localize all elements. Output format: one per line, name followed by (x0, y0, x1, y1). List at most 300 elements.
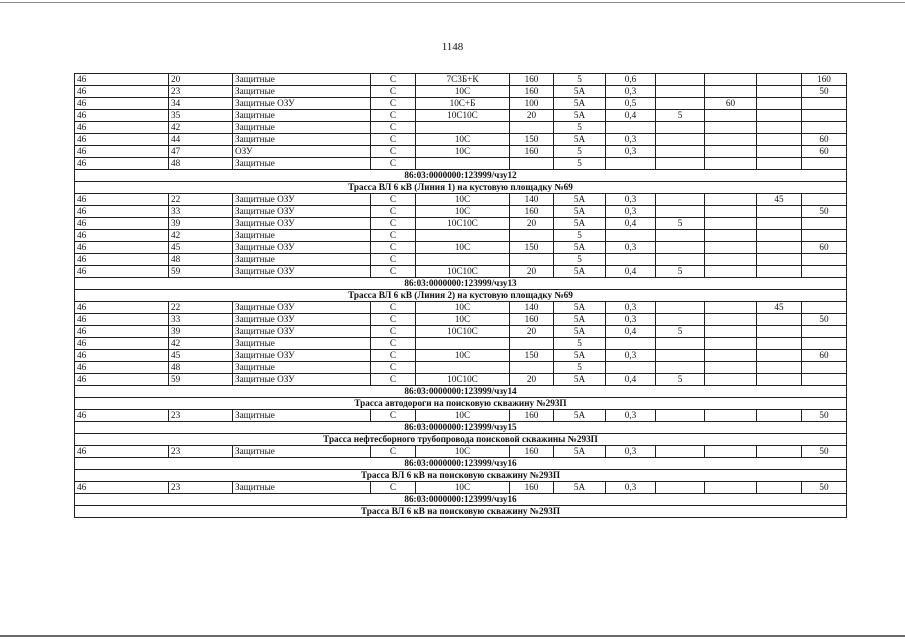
age-cell: 160 (510, 446, 554, 458)
density-cell (606, 254, 656, 266)
col-9-cell (656, 74, 705, 86)
col-9-cell (656, 482, 705, 494)
col-12-cell: 50 (802, 206, 847, 218)
composition-cell: 10С10С (416, 326, 510, 338)
table-row (75, 410, 847, 422)
quarter-cell: 46 (75, 230, 169, 242)
density-cell: 0,3 (606, 410, 656, 422)
compartment-cell: 47 (169, 146, 233, 158)
quarter-cell: 46 (75, 410, 169, 422)
col-10-cell (705, 266, 757, 278)
scan-bottom-edge (0, 635, 905, 637)
class-cell: 5А (554, 350, 606, 362)
col-9-cell (656, 86, 705, 98)
composition-cell: 10С+Б (416, 98, 510, 110)
category-cell: Защитные ОЗУ (233, 206, 371, 218)
composition-cell: 10С (416, 146, 510, 158)
section-title: Трасса ВЛ 6 кВ (Линия 1) на кустовую площадку №69 (75, 182, 847, 194)
col-12-cell: 50 (802, 86, 847, 98)
col-9-cell (656, 194, 705, 206)
age-cell: 20 (510, 110, 554, 122)
table-row (75, 110, 847, 122)
species-group-cell: С (371, 110, 416, 122)
section-header-row (75, 170, 847, 182)
col-12-cell (802, 326, 847, 338)
density-cell (606, 158, 656, 170)
species-group-cell: С (371, 194, 416, 206)
table-row (75, 314, 847, 326)
composition-cell (416, 338, 510, 350)
age-cell: 140 (510, 194, 554, 206)
compartment-cell: 22 (169, 194, 233, 206)
col-11-cell (757, 266, 802, 278)
col-12-cell (802, 218, 847, 230)
class-cell: 5 (554, 362, 606, 374)
col-11-cell (757, 410, 802, 422)
table-row (75, 206, 847, 218)
compartment-cell: 39 (169, 218, 233, 230)
density-cell (606, 338, 656, 350)
quarter-cell: 46 (75, 362, 169, 374)
age-cell: 20 (510, 218, 554, 230)
age-cell: 150 (510, 242, 554, 254)
density-cell (606, 230, 656, 242)
category-cell: Защитные (233, 158, 371, 170)
col-10-cell (705, 122, 757, 134)
density-cell: 0,3 (606, 206, 656, 218)
species-group-cell: С (371, 122, 416, 134)
age-cell: 160 (510, 314, 554, 326)
col-9-cell (656, 314, 705, 326)
col-12-cell: 60 (802, 242, 847, 254)
species-group-cell: С (371, 326, 416, 338)
composition-cell: 10С (416, 350, 510, 362)
col-12-cell: 160 (802, 74, 847, 86)
species-group-cell: С (371, 410, 416, 422)
col-12-cell: 60 (802, 350, 847, 362)
age-cell: 150 (510, 350, 554, 362)
col-12-cell (802, 254, 847, 266)
class-cell: 5А (554, 98, 606, 110)
table-row (75, 146, 847, 158)
col-12-cell (802, 338, 847, 350)
quarter-cell: 46 (75, 338, 169, 350)
col-11-cell (757, 254, 802, 266)
col-12-cell: 60 (802, 146, 847, 158)
col-11-cell (757, 110, 802, 122)
composition-cell: 10С10С (416, 266, 510, 278)
col-11-cell (757, 482, 802, 494)
quarter-cell: 46 (75, 86, 169, 98)
forest-inventory-table (74, 73, 847, 518)
category-cell: Защитные (233, 134, 371, 146)
col-11-cell (757, 206, 802, 218)
quarter-cell: 46 (75, 110, 169, 122)
species-group-cell: С (371, 74, 416, 86)
quarter-cell: 46 (75, 122, 169, 134)
species-group-cell: С (371, 446, 416, 458)
col-9-cell (656, 350, 705, 362)
section-title: 86:03:0000000:123999/чзу16 (75, 494, 847, 506)
species-group-cell: С (371, 314, 416, 326)
compartment-cell: 33 (169, 206, 233, 218)
compartment-cell: 33 (169, 314, 233, 326)
species-group-cell: С (371, 350, 416, 362)
composition-cell: 10С (416, 134, 510, 146)
col-9-cell: 5 (656, 326, 705, 338)
species-group-cell: С (371, 86, 416, 98)
table-row (75, 482, 847, 494)
col-9-cell: 5 (656, 266, 705, 278)
compartment-cell: 42 (169, 122, 233, 134)
age-cell: 140 (510, 302, 554, 314)
density-cell: 0,3 (606, 350, 656, 362)
species-group-cell: С (371, 302, 416, 314)
table-row (75, 98, 847, 110)
section-header-row (75, 470, 847, 482)
quarter-cell: 46 (75, 194, 169, 206)
class-cell: 5А (554, 374, 606, 386)
col-10-cell (705, 86, 757, 98)
composition-cell: 10С (416, 242, 510, 254)
compartment-cell: 35 (169, 110, 233, 122)
col-10-cell (705, 254, 757, 266)
compartment-cell: 34 (169, 98, 233, 110)
quarter-cell: 46 (75, 98, 169, 110)
col-10-cell (705, 230, 757, 242)
col-9-cell (656, 362, 705, 374)
composition-cell: 10С10С (416, 218, 510, 230)
table-row (75, 122, 847, 134)
species-group-cell: С (371, 134, 416, 146)
table-row (75, 266, 847, 278)
quarter-cell: 46 (75, 254, 169, 266)
species-group-cell: С (371, 146, 416, 158)
col-10-cell (705, 410, 757, 422)
category-cell: Защитные (233, 338, 371, 350)
col-10-cell (705, 482, 757, 494)
density-cell: 0,4 (606, 326, 656, 338)
compartment-cell: 48 (169, 254, 233, 266)
section-title: 86:03:0000000:123999/чзу15 (75, 422, 847, 434)
col-10-cell (705, 314, 757, 326)
density-cell: 0,3 (606, 146, 656, 158)
category-cell: Защитные ОЗУ (233, 242, 371, 254)
col-11-cell (757, 362, 802, 374)
section-header-row (75, 434, 847, 446)
section-title: Трасса ВЛ 6 кВ на поисковую скважину №293П (75, 506, 847, 518)
col-11-cell (757, 98, 802, 110)
col-10-cell (705, 158, 757, 170)
table-row (75, 230, 847, 242)
compartment-cell: 22 (169, 302, 233, 314)
composition-cell: 10С (416, 206, 510, 218)
quarter-cell: 46 (75, 482, 169, 494)
col-9-cell (656, 146, 705, 158)
density-cell: 0,3 (606, 242, 656, 254)
class-cell: 5А (554, 86, 606, 98)
density-cell: 0,4 (606, 110, 656, 122)
col-10-cell (705, 110, 757, 122)
section-title: Трасса ВЛ 6 кВ на поисковую скважину №293П (75, 470, 847, 482)
col-12-cell: 50 (802, 410, 847, 422)
col-9-cell (656, 338, 705, 350)
col-10-cell (705, 74, 757, 86)
col-11-cell (757, 86, 802, 98)
col-10-cell (705, 350, 757, 362)
section-header-row (75, 494, 847, 506)
density-cell: 0,3 (606, 302, 656, 314)
category-cell: Защитные ОЗУ (233, 218, 371, 230)
composition-cell: 10С (416, 446, 510, 458)
class-cell: 5А (554, 326, 606, 338)
age-cell (510, 338, 554, 350)
col-9-cell (656, 122, 705, 134)
age-cell (510, 122, 554, 134)
species-group-cell: С (371, 242, 416, 254)
category-cell: Защитные ОЗУ (233, 374, 371, 386)
quarter-cell: 46 (75, 218, 169, 230)
table-row (75, 158, 847, 170)
density-cell: 0,3 (606, 314, 656, 326)
col-10-cell (705, 146, 757, 158)
col-9-cell (656, 206, 705, 218)
age-cell (510, 362, 554, 374)
class-cell: 5А (554, 194, 606, 206)
compartment-cell: 48 (169, 158, 233, 170)
col-11-cell (757, 314, 802, 326)
species-group-cell: С (371, 338, 416, 350)
scan-top-edge (0, 2, 905, 3)
section-header-row (75, 182, 847, 194)
composition-cell: 10С (416, 86, 510, 98)
col-11-cell (757, 338, 802, 350)
species-group-cell: С (371, 482, 416, 494)
col-11-cell (757, 350, 802, 362)
species-group-cell: С (371, 158, 416, 170)
quarter-cell: 46 (75, 446, 169, 458)
col-12-cell (802, 122, 847, 134)
species-group-cell: С (371, 230, 416, 242)
category-cell: Защитные ОЗУ (233, 326, 371, 338)
density-cell: 0,4 (606, 266, 656, 278)
density-cell: 0,4 (606, 218, 656, 230)
compartment-cell: 45 (169, 350, 233, 362)
col-11-cell (757, 230, 802, 242)
col-12-cell: 50 (802, 482, 847, 494)
category-cell: Защитные (233, 86, 371, 98)
col-11-cell (757, 326, 802, 338)
col-9-cell (656, 230, 705, 242)
class-cell: 5 (554, 254, 606, 266)
section-title: Трасса автодороги на поисковую скважину №293П (75, 398, 847, 410)
section-title: Трасса нефтесборного трубопровода поисковой скважины №293П (75, 434, 847, 446)
category-cell: Защитные ОЗУ (233, 194, 371, 206)
age-cell: 160 (510, 146, 554, 158)
section-header-row (75, 278, 847, 290)
col-12-cell: 60 (802, 134, 847, 146)
table-row (75, 134, 847, 146)
category-cell: Защитные ОЗУ (233, 302, 371, 314)
section-header-row (75, 398, 847, 410)
age-cell: 160 (510, 74, 554, 86)
compartment-cell: 44 (169, 134, 233, 146)
species-group-cell: С (371, 362, 416, 374)
category-cell: ОЗУ (233, 146, 371, 158)
category-cell: Защитные ОЗУ (233, 98, 371, 110)
section-header-row (75, 422, 847, 434)
age-cell (510, 254, 554, 266)
quarter-cell: 46 (75, 242, 169, 254)
compartment-cell: 42 (169, 230, 233, 242)
col-11-cell (757, 374, 802, 386)
table-row (75, 338, 847, 350)
col-10-cell (705, 302, 757, 314)
compartment-cell: 23 (169, 482, 233, 494)
table-row (75, 446, 847, 458)
age-cell (510, 158, 554, 170)
col-9-cell: 5 (656, 374, 705, 386)
category-cell: Защитные (233, 230, 371, 242)
col-11-cell (757, 242, 802, 254)
col-12-cell (802, 230, 847, 242)
category-cell: Защитные (233, 446, 371, 458)
age-cell: 160 (510, 482, 554, 494)
class-cell: 5 (554, 146, 606, 158)
species-group-cell: С (371, 218, 416, 230)
composition-cell: 10С10С (416, 110, 510, 122)
species-group-cell: С (371, 266, 416, 278)
col-12-cell (802, 266, 847, 278)
quarter-cell: 46 (75, 314, 169, 326)
col-10-cell (705, 326, 757, 338)
table-row (75, 194, 847, 206)
class-cell: 5А (554, 446, 606, 458)
composition-cell: 10С (416, 410, 510, 422)
col-10-cell (705, 362, 757, 374)
category-cell: Защитные (233, 482, 371, 494)
compartment-cell: 20 (169, 74, 233, 86)
class-cell: 5А (554, 242, 606, 254)
composition-cell (416, 254, 510, 266)
age-cell: 150 (510, 134, 554, 146)
compartment-cell: 23 (169, 410, 233, 422)
quarter-cell: 46 (75, 266, 169, 278)
quarter-cell: 46 (75, 206, 169, 218)
col-12-cell (802, 302, 847, 314)
density-cell (606, 122, 656, 134)
category-cell: Защитные (233, 410, 371, 422)
category-cell: Защитные (233, 254, 371, 266)
density-cell (606, 362, 656, 374)
col-10-cell (705, 374, 757, 386)
density-cell: 0,3 (606, 86, 656, 98)
composition-cell (416, 230, 510, 242)
category-cell: Защитные ОЗУ (233, 314, 371, 326)
col-10-cell (705, 218, 757, 230)
col-9-cell (656, 410, 705, 422)
composition-cell (416, 122, 510, 134)
section-header-row (75, 290, 847, 302)
compartment-cell: 23 (169, 86, 233, 98)
class-cell: 5 (554, 338, 606, 350)
class-cell: 5А (554, 482, 606, 494)
quarter-cell: 46 (75, 374, 169, 386)
compartment-cell: 59 (169, 266, 233, 278)
compartment-cell: 42 (169, 338, 233, 350)
col-11-cell (757, 218, 802, 230)
class-cell: 5А (554, 266, 606, 278)
density-cell: 0,3 (606, 194, 656, 206)
class-cell: 5 (554, 74, 606, 86)
category-cell: Защитные ОЗУ (233, 266, 371, 278)
section-title: 86:03:0000000:123999/чзу14 (75, 386, 847, 398)
col-9-cell (656, 254, 705, 266)
col-12-cell (802, 98, 847, 110)
category-cell: Защитные (233, 110, 371, 122)
table-row (75, 86, 847, 98)
col-11-cell (757, 446, 802, 458)
col-11-cell (757, 158, 802, 170)
col-10-cell (705, 242, 757, 254)
section-title: 86:03:0000000:123999/чзу12 (75, 170, 847, 182)
class-cell: 5 (554, 230, 606, 242)
table-row (75, 374, 847, 386)
col-10-cell: 60 (705, 98, 757, 110)
compartment-cell: 23 (169, 446, 233, 458)
species-group-cell: С (371, 206, 416, 218)
quarter-cell: 46 (75, 74, 169, 86)
compartment-cell: 59 (169, 374, 233, 386)
quarter-cell: 46 (75, 146, 169, 158)
table-row (75, 218, 847, 230)
class-cell: 5А (554, 110, 606, 122)
composition-cell (416, 158, 510, 170)
species-group-cell: С (371, 254, 416, 266)
age-cell: 160 (510, 206, 554, 218)
age-cell: 20 (510, 326, 554, 338)
col-10-cell (705, 194, 757, 206)
density-cell: 0,6 (606, 74, 656, 86)
compartment-cell: 48 (169, 362, 233, 374)
composition-cell (416, 362, 510, 374)
class-cell: 5 (554, 122, 606, 134)
page-number: 1148 (441, 41, 464, 53)
compartment-cell: 45 (169, 242, 233, 254)
composition-cell: 10С (416, 194, 510, 206)
table-row (75, 254, 847, 266)
composition-cell: 10С (416, 314, 510, 326)
quarter-cell: 46 (75, 158, 169, 170)
class-cell: 5А (554, 218, 606, 230)
col-11-cell (757, 74, 802, 86)
col-12-cell (802, 362, 847, 374)
table-row (75, 302, 847, 314)
age-cell: 160 (510, 410, 554, 422)
table-row (75, 74, 847, 86)
section-header-row (75, 458, 847, 470)
col-11-cell (757, 134, 802, 146)
table-row (75, 326, 847, 338)
section-title: Трасса ВЛ 6 кВ (Линия 2) на кустовую площадку №69 (75, 290, 847, 302)
col-11-cell: 45 (757, 194, 802, 206)
class-cell: 5 (554, 158, 606, 170)
composition-cell: 10С10С (416, 374, 510, 386)
class-cell: 5А (554, 302, 606, 314)
col-11-cell (757, 122, 802, 134)
section-header-row (75, 386, 847, 398)
table-row (75, 350, 847, 362)
